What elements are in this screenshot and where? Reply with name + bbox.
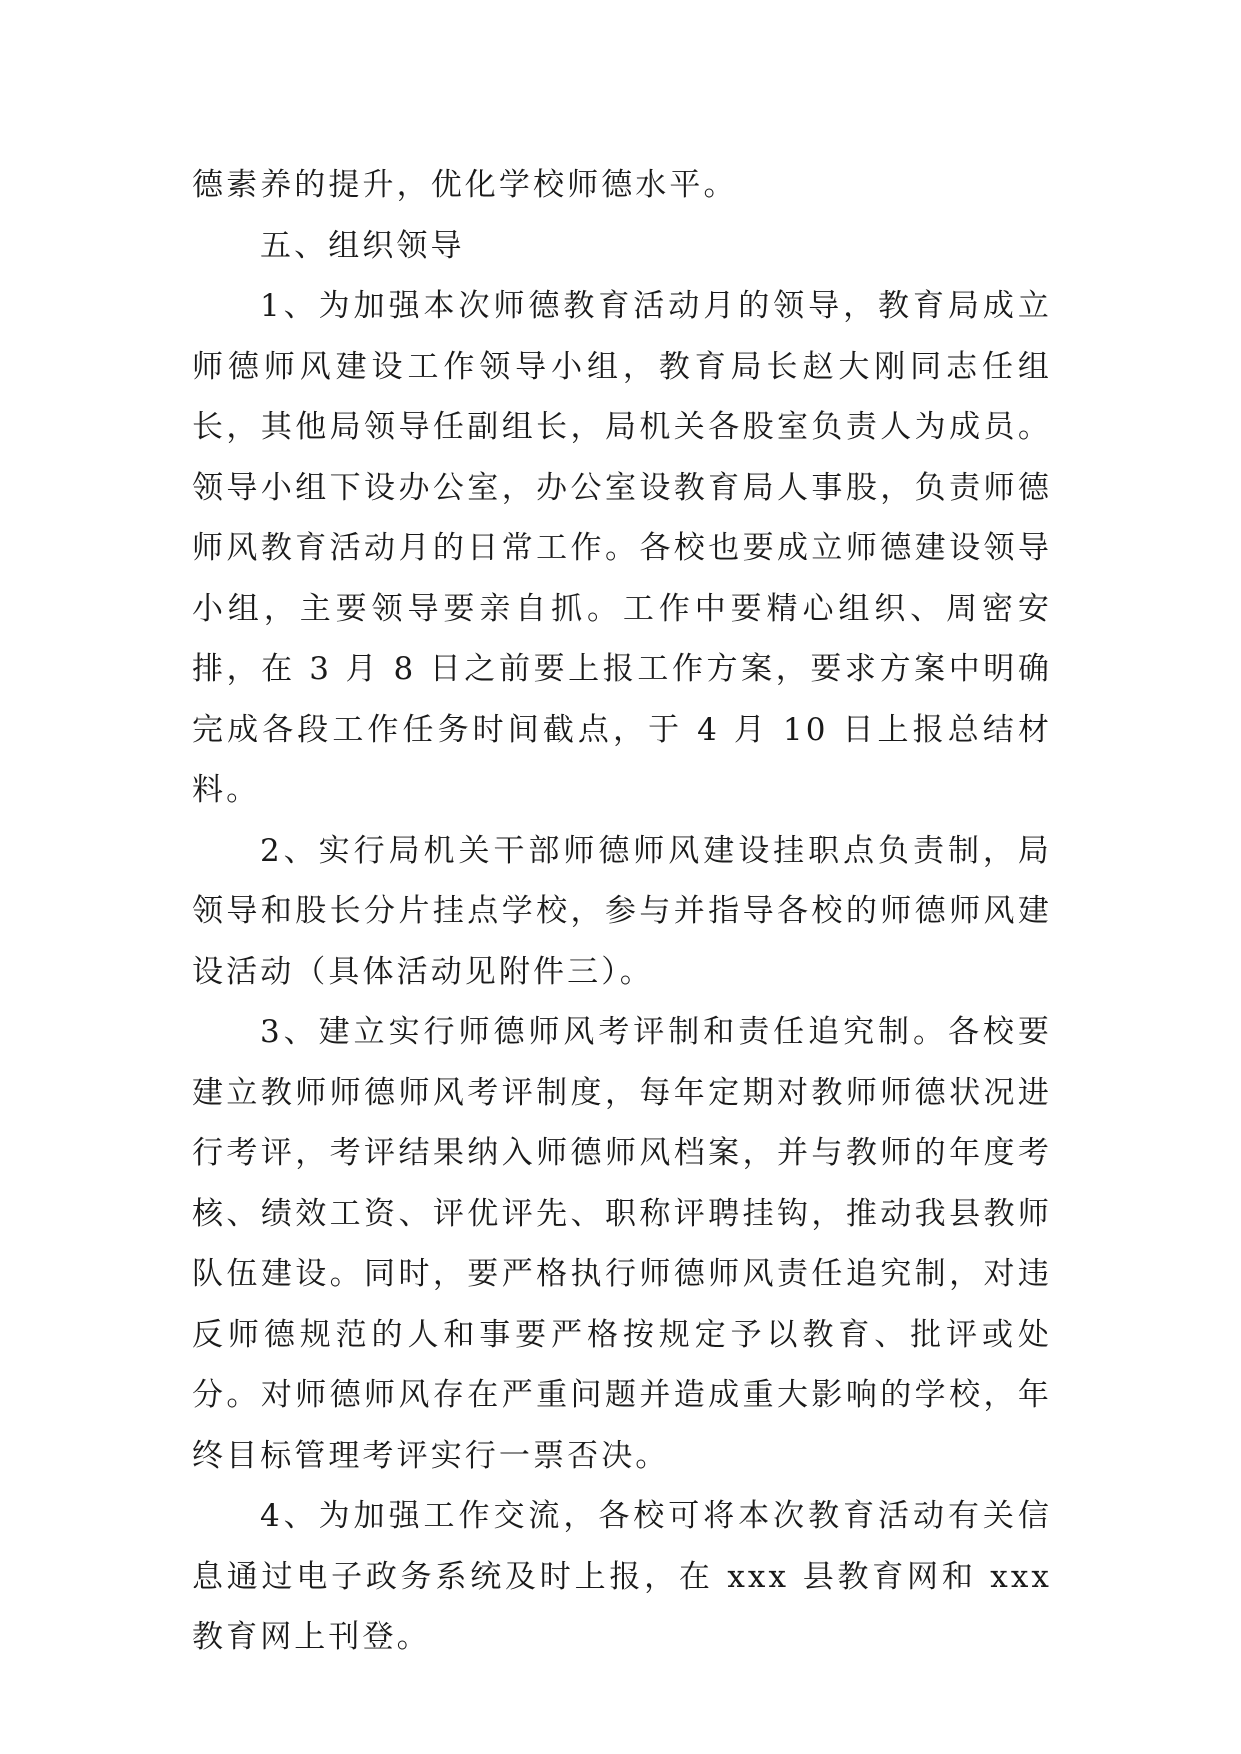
paragraph-item-4: 4、为加强工作交流，各校可将本次教育活动有关信息通过电子政务系统及时上报，在 xxx 县教育网和 xxx 教育网上刊登。 bbox=[192, 1498, 1052, 1655]
paragraph-item-3: 3、建立实行师德师风考评制和责任追究制。各校要建立教师师德师风考评制度，每年定期对教师师德状况进行考评，考评结果纳入师德师风档案，并与教师的年度考核、绩效工资、评优评先、职称评聘挂钩，推动我县教师队伍建设。同时，要严格执行师德师风责任追究制，对违反师德规范的人和事要严格按规定予以教育、批评或处分。对师德师风存在严重问题并造成重大影响的学校，年终目标管理考评实行一票否决。 bbox=[192, 1014, 1052, 1474]
section-heading: 五、组织领导 bbox=[260, 227, 465, 264]
paragraph-continuation: 德素养的提升，优化学校师德水平。 bbox=[192, 167, 738, 203]
paragraph-item-1: 1、为加强本次师德教育活动月的领导，教育局成立师德师风建设工作领导小组，教育局长赵大刚同志任组长，其他局领导任副组长，局机关各股室负责人为成员。领导小组下设办公室，办公室设教育局人事股，负责师德师风教育活动月的日常工作。各校也要成立师德建设领导小组，主要领导要亲自抓。工作中要精心组织、周密安排，在 3 月 8 日之前要上报工作方案，要求方案中明确完成各段工作任务时间截点，于 4 月 10 日上报总结材料。 bbox=[192, 288, 1052, 808]
document-body bbox=[192, 155, 1052, 1668]
paragraph-item-2: 2、实行局机关干部师德师风建设挂职点负责制，局领导和股长分片挂点学校，参与并指导各校的师德师风建设活动（具体活动见附件三）。 bbox=[192, 832, 1052, 990]
